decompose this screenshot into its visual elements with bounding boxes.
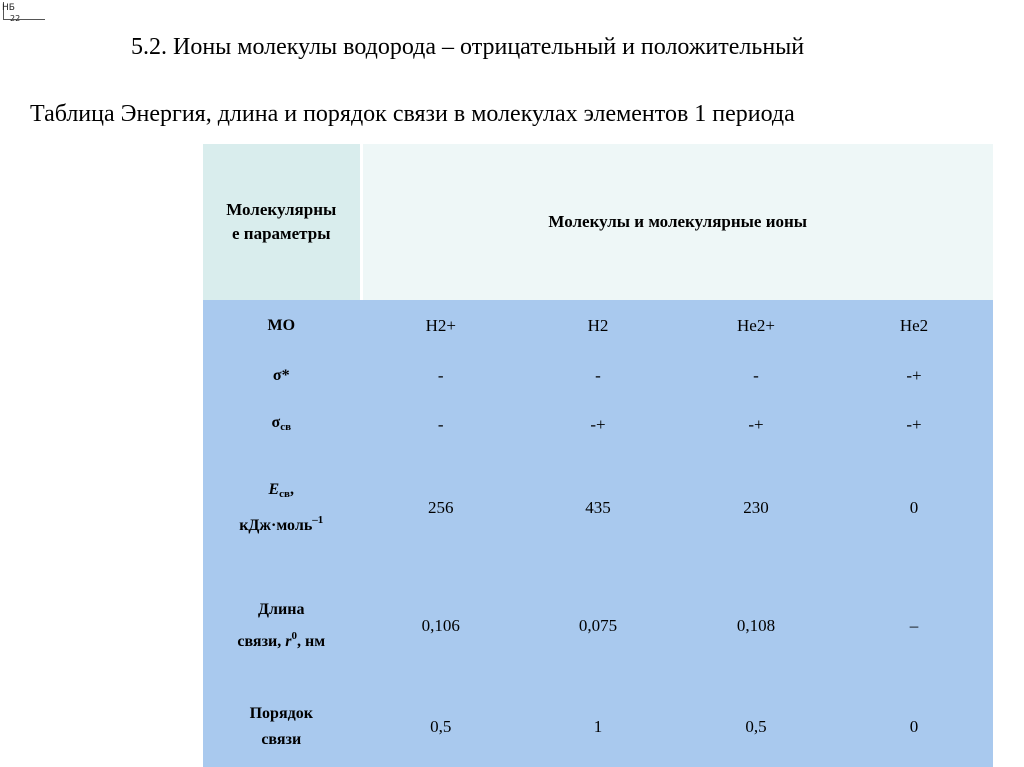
cell-length-he2plus: 0,108 xyxy=(677,566,835,686)
corner-mark xyxy=(0,0,46,26)
table-row-length xyxy=(203,566,993,686)
length-symbol: r xyxy=(285,633,292,650)
energy-unit-exponent: –1 xyxy=(312,514,324,526)
cell-energy-h2: 435 xyxy=(519,450,677,566)
energy-subscript: св xyxy=(279,488,290,500)
order-label-line1: Порядок xyxy=(249,704,313,722)
cell-energy-he2plus: 230 xyxy=(677,450,835,566)
header-molecules-and-ions: Молекулы и молекулярные ионы xyxy=(361,144,993,300)
sigma-subscript: св xyxy=(280,421,292,433)
cell-energy-h2plus: 256 xyxy=(361,450,519,566)
header-molecular-parameters xyxy=(203,144,361,300)
cell-order-h2plus: 0,5 xyxy=(361,686,519,767)
cell-sigma-sv-3: -+ xyxy=(677,400,835,450)
cell-sigma-star-3: - xyxy=(677,352,835,400)
cell-order-he2plus: 0,5 xyxy=(677,686,835,767)
cell-sigma-sv-1: - xyxy=(361,400,519,450)
row-label-mo: МО xyxy=(203,300,361,352)
header-left-line1: Молекулярны xyxy=(226,200,337,219)
length-label-line1: Длина xyxy=(258,601,305,618)
energy-unit: кДж·моль xyxy=(239,517,313,534)
cell-sigma-star-2: - xyxy=(519,352,677,400)
cell-sigma-star-1: - xyxy=(361,352,519,400)
length-label-post: , нм xyxy=(296,633,326,650)
cell-mo-he2plus: He2+ xyxy=(677,300,835,352)
cell-sigma-sv-4: -+ xyxy=(835,400,993,450)
row-label-sigma-sv xyxy=(203,400,361,450)
sigma-symbol: σ xyxy=(271,414,281,431)
table-row-sigma-sv xyxy=(203,400,993,450)
corner-line1: НБ xyxy=(2,3,15,13)
row-label-length xyxy=(203,566,361,686)
cell-order-h2: 1 xyxy=(519,686,677,767)
table-row-sigma-star xyxy=(203,352,993,400)
row-label-sigma-star: σ* xyxy=(203,352,361,400)
cell-sigma-star-4: -+ xyxy=(835,352,993,400)
energy-symbol: E xyxy=(268,481,280,498)
cell-energy-he2: 0 xyxy=(835,450,993,566)
table-row-mo xyxy=(203,300,993,352)
slide-title: 5.2. Ионы молекулы водорода – отрицательный и положительный xyxy=(131,34,805,60)
table-row-order xyxy=(203,686,993,767)
table-row-energy xyxy=(203,450,993,566)
cell-mo-h2: H2 xyxy=(519,300,677,352)
cell-length-he2: – xyxy=(835,566,993,686)
header-left-line2: е параметры xyxy=(232,224,331,243)
row-label-energy xyxy=(203,450,361,566)
energy-comma: , xyxy=(290,481,294,498)
cell-length-h2: 0,075 xyxy=(519,566,677,686)
corner-rule xyxy=(3,19,45,20)
molecular-parameters-table xyxy=(203,144,993,767)
order-label-line2: связи xyxy=(261,730,302,748)
cell-mo-he2: He2 xyxy=(835,300,993,352)
length-label-pre: связи, xyxy=(237,633,286,650)
cell-length-h2plus: 0,106 xyxy=(361,566,519,686)
cell-mo-h2plus: H2+ xyxy=(361,300,519,352)
length-superscript: 0 xyxy=(291,630,297,642)
cell-order-he2: 0 xyxy=(835,686,993,767)
table-caption: Таблица Энергия, длина и порядок связи в молекулах элементов 1 периода xyxy=(30,101,795,127)
cell-sigma-sv-2: -+ xyxy=(519,400,677,450)
header-row xyxy=(203,144,993,300)
row-label-order xyxy=(203,686,361,767)
